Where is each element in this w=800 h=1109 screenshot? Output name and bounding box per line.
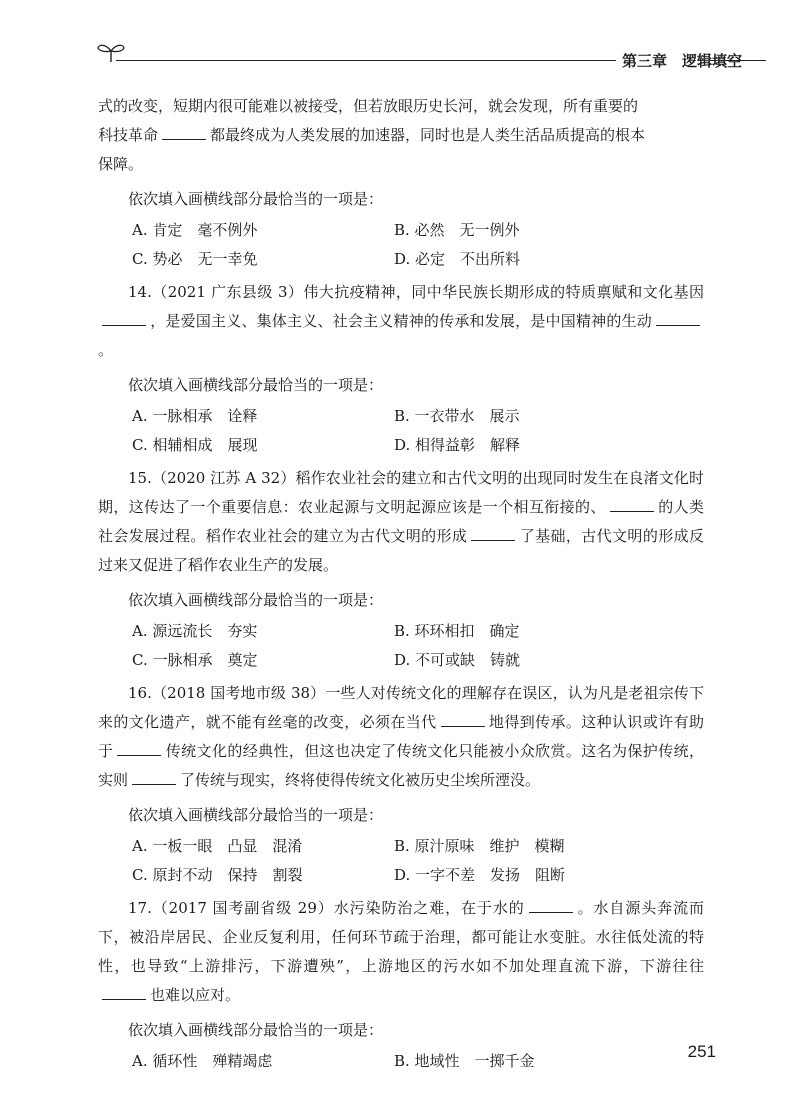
option-d: D. 一字不差 发扬 阻断 — [394, 866, 566, 884]
question-prompt: 依次填入画横线部分最恰当的一项是： — [128, 806, 384, 824]
question-prompt: 依次填入画横线部分最恰当的一项是： — [128, 1021, 384, 1039]
answer-blank — [441, 711, 485, 727]
question-prompt: 依次填入画横线部分最恰当的一项是： — [128, 591, 384, 609]
page-header — [96, 40, 766, 80]
option-c: C. 一脉相承 奠定 — [132, 651, 258, 669]
options-list — [132, 832, 704, 890]
answer-blank — [656, 310, 700, 326]
question-prompt: 依次填入画横线部分最恰当的一项是： — [128, 376, 384, 394]
options-list — [132, 402, 704, 460]
answer-blank — [471, 525, 515, 541]
options-list — [132, 216, 704, 274]
option-a: A. 一板一眼 凸显 混淆 — [132, 837, 303, 855]
option-b: B. 环环相扣 确定 — [394, 622, 520, 640]
question-16: 16.（2018 国考地市级 38）一些人对传统文化的理解存在误区，认为凡是老祖宗传下来的文化遗产，就不能有丝毫的改变，必须在当代 地得到传承。这种认识或许有助于 传统文化的经典性，但这也决定了传统文化只能被小众欣赏。这名为保护传统，实则 了传统与现实，终将使得传统文化被历史尘埃所湮没。 — [98, 684, 704, 789]
option-d: D. 不可或缺 铸就 — [394, 651, 521, 669]
answer-blank — [132, 769, 176, 785]
page-number: 251 — [687, 1042, 716, 1061]
option-a: A. 一脉相承 诠释 — [132, 407, 258, 425]
chapter-title: 第三章 逻辑填空 — [622, 52, 743, 70]
page-content — [98, 92, 704, 1080]
answer-blank — [529, 897, 573, 913]
answer-blank — [117, 740, 161, 756]
option-c: C. 相辅相成 展现 — [132, 436, 258, 454]
option-c: C. 势必 无一幸免 — [132, 250, 258, 268]
header-rule-left — [116, 60, 616, 61]
question-15: 15.（2020 江苏 A 32）稻作农业社会的建立和古代文明的出现同时发生在良渚文化时期，这传达了一个重要信息：农业起源与文明起源应该是一个相互衔接的、 的人类社会发展过程。稻作农业社会的建立为古代文明的形成 了基础，古代文明的形成反过来又促进了稻作农业生产的发展。 — [98, 469, 704, 574]
option-a: A. 源远流长 夯实 — [132, 622, 258, 640]
intro-line-2: 科技革命 都最终成为人类发展的加速器，同时也是人类生活品质提高的根本 — [98, 126, 646, 144]
option-d: D. 相得益彰 解释 — [394, 436, 521, 454]
answer-blank — [162, 124, 206, 140]
intro-line-1: 式的改变，短期内很可能难以被接受，但若放眼历史长河，就会发现，所有重要的 — [98, 97, 639, 115]
question-17: 17.（2017 国考副省级 29）水污染防治之难，在于水的 。水自源头奔流而下，被沿岸居民、企业反复利用，任何环节疏于治理，都可能让水变脏。水往低处流的特性，也导致“上游排污，下游遭殃”，上游地区的污水如不加处理直流下游，下游往往也难以应对。 — [98, 899, 704, 1004]
intro-line-3: 保障。 — [98, 155, 144, 173]
question-prompt: 依次填入画横线部分最恰当的一项是： — [128, 190, 384, 208]
question-14: 14.（2021 广东县级 3）伟大抗疫精神，同中华民族长期形成的特质禀赋和文化基因，是爱国主义、集体主义、社会主义精神的传承和发展，是中国精神的生动。 — [98, 283, 704, 359]
option-b: B. 原汁原味 维护 模糊 — [394, 837, 565, 855]
options-list — [132, 1047, 704, 1076]
header-rule-right — [710, 60, 766, 61]
option-c: C. 原封不动 保持 割裂 — [132, 866, 303, 884]
option-d: D. 必定 不出所料 — [394, 250, 521, 268]
option-a: A. 肯定 毫不例外 — [132, 221, 258, 239]
answer-blank — [610, 496, 654, 512]
answer-blank — [102, 984, 146, 1000]
option-a: A. 循环性 殚精竭虑 — [132, 1052, 273, 1070]
option-b: B. 必然 无一例外 — [394, 221, 520, 239]
option-b: B. 一衣带水 展示 — [394, 407, 520, 425]
answer-blank — [102, 310, 146, 326]
option-b: B. 地域性 一掷千金 — [394, 1052, 535, 1070]
options-list — [132, 617, 704, 675]
